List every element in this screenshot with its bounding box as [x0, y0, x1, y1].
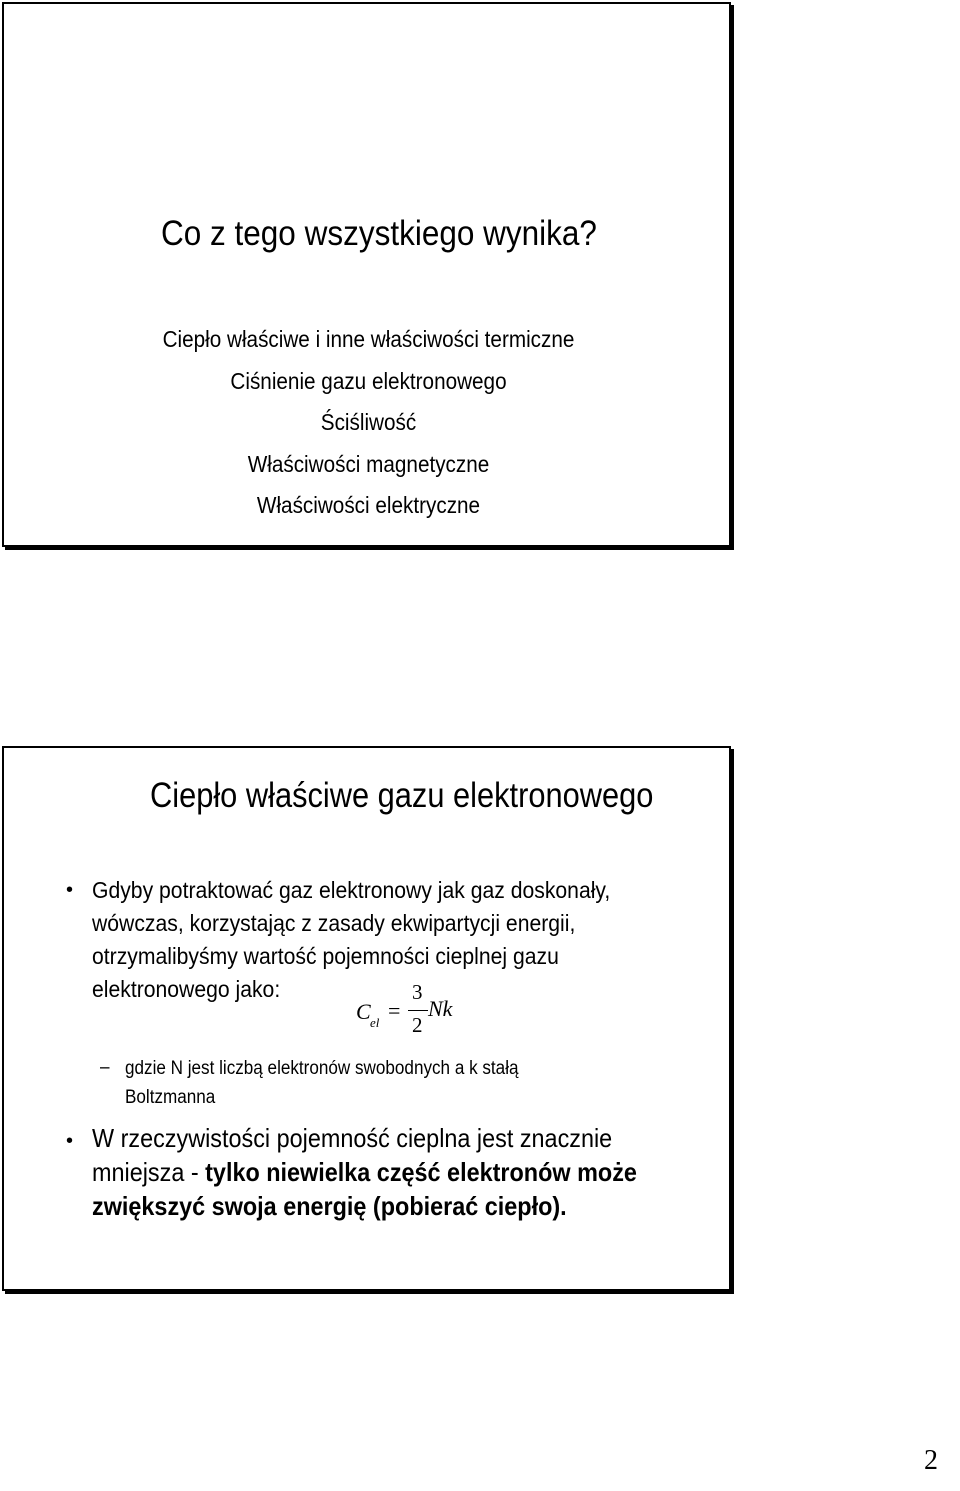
bullet-2-normal-text: mniejsza - [92, 1157, 206, 1187]
topic-item: Ściśliwość [320, 409, 417, 435]
bullet-2-line: W rzeczywistości pojemność cieplna jest znacznie [92, 1123, 613, 1153]
formula-equals: = [388, 998, 401, 1023]
topic-item: Właściwości magnetyczne [247, 450, 490, 477]
heat-capacity-formula [356, 980, 466, 1066]
bullet-1-line: elektronowego jako: [92, 976, 281, 1002]
slide-1 [2, 2, 731, 547]
formula-nk: Nk [428, 996, 453, 1021]
slide-1-title: Co z tego wszystkiego wynika? [161, 214, 597, 253]
slide-2-title: Ciepło właściwe gazu elektronowego [150, 776, 654, 815]
bullet-1-line: wówczas, korzystając z zasady ekwipartycji energii, [92, 910, 576, 936]
bullet-2-bold-text: tylko niewielka część elektronów może [205, 1157, 637, 1187]
dash-icon: – [100, 1057, 110, 1078]
sub-bullet-line: Boltzmanna [125, 1087, 216, 1108]
page-number: 2 [924, 1445, 938, 1476]
bullet-2-line [92, 1157, 637, 1188]
bullet-1-line: otrzymalibyśmy wartość pojemności cieplnej gazu [92, 943, 559, 969]
topic-item: Właściwości elektryczne [256, 492, 481, 518]
topic-item: Ciśnienie gazu elektronowego [230, 367, 507, 394]
slide-2 [2, 746, 731, 1291]
bullet-icon: • [66, 1130, 74, 1152]
formula-denominator: 2 [412, 1013, 423, 1037]
bullet-icon: • [66, 879, 74, 901]
bullet-2-line: zwiększyć swoja energię (pobierać ciepło). [92, 1191, 567, 1221]
sub-bullet-line: gdzie N jest liczbą elektronów swobodnych a k stałą [125, 1058, 519, 1079]
slide-1-topic-list [4, 319, 733, 527]
fraction-bar [408, 1010, 428, 1011]
formula-subscript: el [370, 1015, 380, 1030]
formula-numerator: 3 [412, 980, 423, 1004]
topic-item: Ciepło właściwe i inne właściwości termiczne [162, 326, 575, 352]
bullet-1-line: Gdyby potraktować gaz elektronowy jak gaz doskonały, [92, 877, 611, 903]
formula-c: C [356, 999, 371, 1024]
